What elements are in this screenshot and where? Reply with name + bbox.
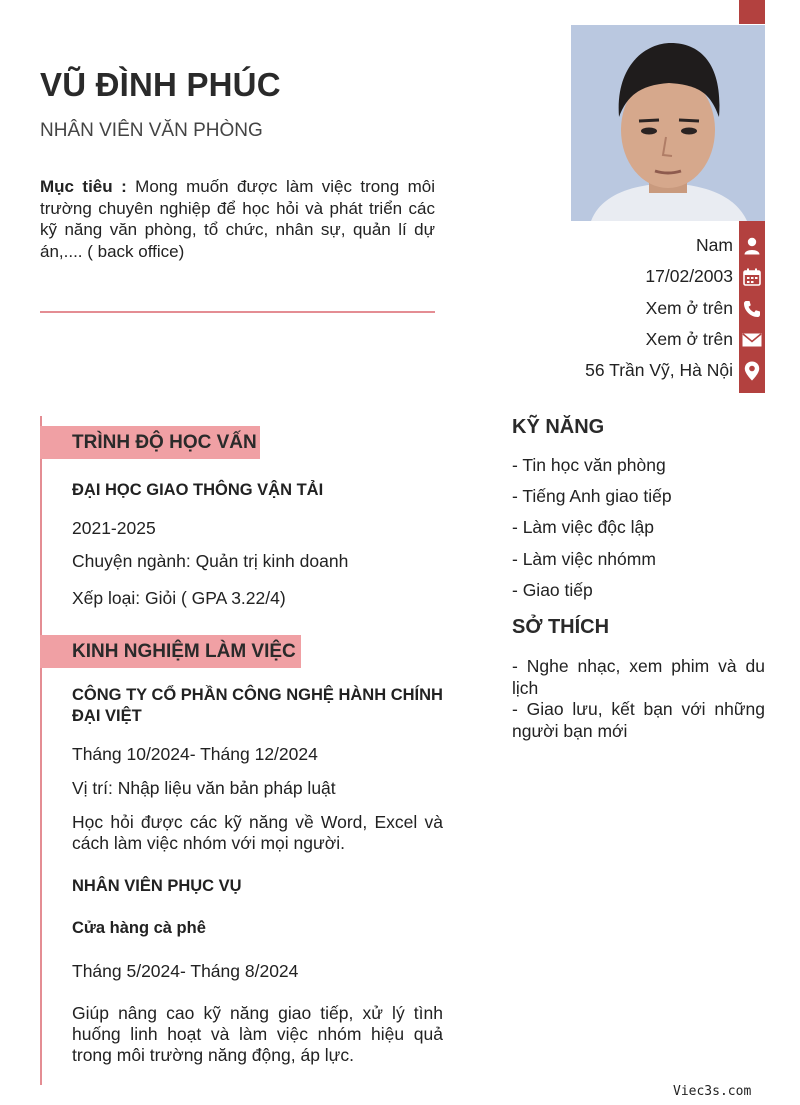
job-1-position: Vị trí: Nhập liệu văn bản pháp luật	[72, 778, 336, 798]
skill-item: - Tiếng Anh giao tiếp	[512, 486, 672, 507]
job-2-place: Cửa hàng cà phê	[72, 919, 206, 937]
email-icon	[741, 329, 763, 351]
job-1-period: Tháng 10/2024- Tháng 12/2024	[72, 744, 318, 764]
address: 56 Trần Vỹ, Hà Nội	[585, 360, 733, 380]
job-2-description: Giúp nâng cao kỹ năng giao tiếp, xử lý tình huống linh hoạt và làm việc nhóm hiệu quả trong môi trường năng động, áp lực.	[72, 1003, 443, 1065]
skill-item: - Giao tiếp	[512, 579, 593, 600]
birthday: 17/02/2003	[645, 266, 733, 286]
email: Xem ở trên	[645, 329, 733, 349]
footer-watermark[interactable]: Viec3s.com	[673, 1084, 752, 1099]
job-title: NHÂN VIÊN VĂN PHÒNG	[40, 120, 263, 141]
calendar-icon	[741, 266, 763, 288]
objective-label: Mục tiêu :	[40, 177, 127, 196]
portrait-illustration	[571, 25, 765, 221]
skill-item: - Làm việc độc lập	[512, 517, 655, 538]
education-major: Chuyện ngành: Quản trị kinh doanh	[72, 551, 349, 571]
divider	[40, 311, 435, 313]
phone: Xem ở trên	[645, 298, 733, 318]
skill-item: - Làm việc nhómm	[512, 548, 656, 569]
phone-icon	[741, 298, 763, 320]
top-accent-bar	[739, 0, 765, 24]
job-1-company: CÔNG TY CỔ PHẦN CÔNG NGHỆ HÀNH CHÍNH ĐẠI VIỆT	[72, 686, 443, 725]
skills-heading: KỸ NĂNG	[512, 416, 605, 438]
profile-photo	[571, 25, 765, 221]
job-2-title: NHÂN VIÊN PHỤC VỤ	[72, 877, 242, 895]
hobby-item: - Giao lưu, kết bạn với những người bạn mới	[512, 699, 765, 741]
hobbies-heading: SỞ THÍCH	[512, 616, 610, 638]
school-name: ĐẠI HỌC GIAO THÔNG VẬN TẢI	[72, 481, 324, 499]
objective-text: Mong muốn được làm việc trong môi trường chuyên nghiệp để học hỏi và phát triển các kỹ năng văn phòng, tổ chức, nhân sự, quản lí dự án,.... ( back office)	[40, 177, 435, 261]
user-icon	[741, 235, 763, 257]
education-heading: TRÌNH ĐỘ HỌC VẤN	[40, 426, 260, 459]
objective	[40, 176, 435, 262]
gender: Nam	[696, 235, 733, 255]
job-1-description: Học hỏi được các kỹ năng về Word, Excel và cách làm việc nhóm với mọi người.	[72, 812, 443, 853]
skills-list	[512, 450, 765, 606]
job-2-period: Tháng 5/2024- Tháng 8/2024	[72, 961, 299, 981]
left-accent-line	[40, 416, 42, 1085]
skill-item: - Tin học văn phòng	[512, 455, 666, 475]
location-icon	[741, 360, 763, 382]
education-grade: Xếp loại: Giỏi ( GPA 3.22/4)	[72, 588, 286, 608]
hobby-item: - Nghe nhạc, xem phim và du lịch	[512, 656, 765, 698]
education-years: 2021-2025	[72, 518, 156, 538]
candidate-name: VŨ ĐÌNH PHÚC	[40, 66, 281, 103]
experience-heading: KINH NGHIỆM LÀM VIỆC	[40, 635, 301, 668]
